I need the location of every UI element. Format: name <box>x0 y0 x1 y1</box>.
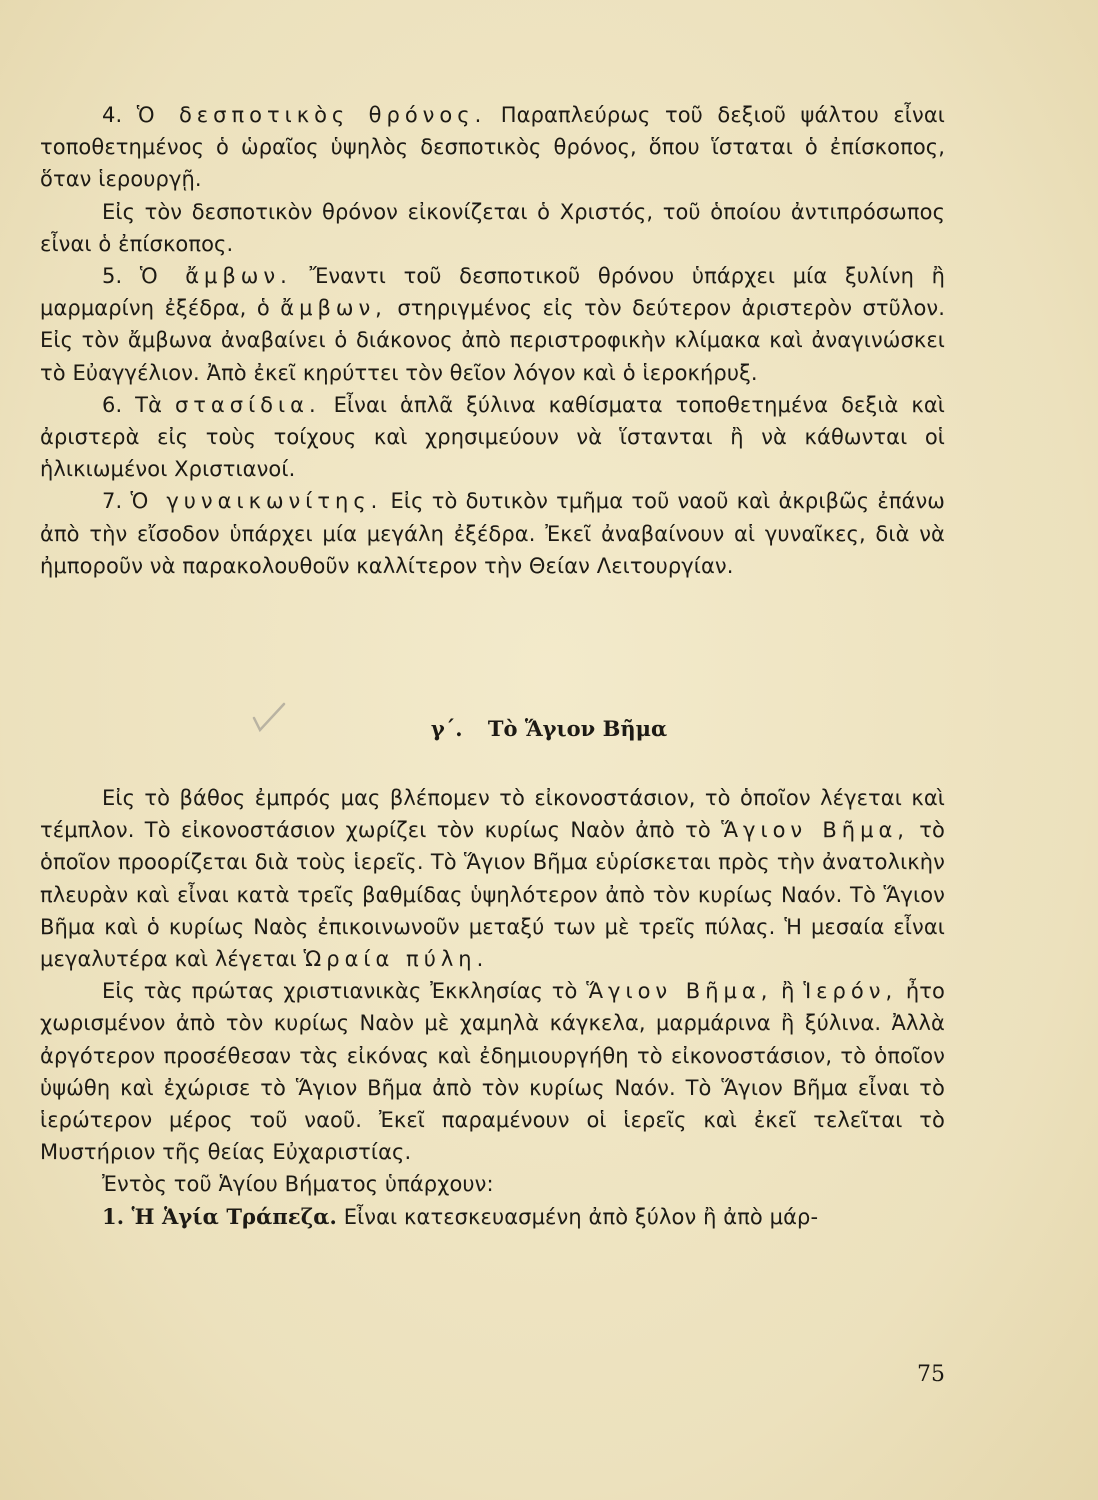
paragraph-throne-icon <box>40 196 945 260</box>
paragraph-text: Εἰς τὸ δυτικὸν τμῆμα τοῦ ναοῦ καὶ ἀκριβῶς ἐπάνω ἀπὸ τὴν εἴσοδον ὑπάρχει μία μεγάλη ἐξέδρα. Ἐκεῖ ἀναβαίνουν αἱ γυναῖκες, διὰ νὰ ἠμποροῦν νὰ παρακολουθοῦν καλλίτερον τὴν Θείαν Λειτουργίαν. <box>40 489 945 578</box>
paragraph-text: Εἰς τὸν δεσποτικὸν θρόνον εἰκονίζεται ὁ Χριστός, τοῦ ὁποίου ἀντιπρόσωπος εἶναι ὁ ἐπίσκοπος. <box>40 199 945 256</box>
term-bishops-throne: Ὁ δεσποτικὸς θρόνος. <box>136 103 487 127</box>
paragraph-text: Ἐντὸς τοῦ Ἁγίου Βήματος ὑπάρχουν: <box>102 1172 494 1197</box>
paragraph-text: ἦτο χωρισμένον ἀπὸ τὸν κυρίως Ναὸν μὲ χαμηλὰ κάγκελα, μαρμάρινα ἢ ξύλινα. Ἀλλὰ ἀργότερον προσέθεσαν τὰς εἰκόνας καὶ ἐδημιουργήθη τὸ εἰκονοστάσιον, τὸ ὁποῖον ὑψώθη καὶ ἐχώρισε τὸ Ἅγιον Βῆμα ἀπὸ τὸν κυρίως Ναόν. Τὸ Ἅγιον Βῆμα εἶναι τὸ ἱερώτερον μέρος τοῦ ναοῦ. Ἐκεῖ παραμένουν οἱ ἱερεῖς καὶ ἐκεῖ τελεῖται τὸ Μυστήριον τῆς θείας Εὐχαριστίας. <box>40 979 945 1165</box>
paragraph-text: τὸ ὁποῖον προορίζεται διὰ τοὺς ἱερεῖς. Τὸ Ἅγιον Βῆμα εὑρίσκεται πρὸς τὴν ἀνατολικὴν πλευρὰν καὶ εἶναι κατὰ τρεῖς βαθμίδας ὑψηλότερον ἀπὸ τὸν κυρίως Ναόν. Τὸ Ἅγιον Βῆμα καὶ ὁ κυρίως Ναὸς ἐπικοινωνοῦν μεταξύ των μὲ τρεῖς πύλας. Ἡ μεσαία εἶναι μεγαλυτέρα καὶ λέγεται <box>40 818 945 972</box>
item-number: 5. <box>102 264 123 289</box>
section-holy-bema <box>40 782 945 1233</box>
paragraph-gynaikonitis <box>40 485 945 582</box>
paragraph-text: Εἰς τὰς πρώτας χριστιανικὰς Ἐκκλησίας τὸ <box>102 979 578 1004</box>
heading-title: Τὸ Ἅγιον Βῆμα <box>487 716 668 741</box>
term-stasidia: στασίδια. <box>174 392 321 417</box>
term-hieron: Ἱερόν, <box>803 979 898 1004</box>
item-number: 4. <box>102 103 123 127</box>
paragraph-bishops-throne <box>40 99 945 196</box>
term-holy-bema: Ἅγιον Βῆμα, <box>586 979 773 1004</box>
heading-prefix: γ΄. <box>430 716 463 741</box>
paragraph-text: Εἰς τὸ βάθος ἐμπρός μας βλέπομεν τὸ εἰκονοστάσιον, τὸ ὁποῖον λέγεται καὶ τέμπλον. Τὸ εἰκονοστάσιον χωρίζει τὸν κυρίως Ναὸν ἀπὸ τὸ <box>40 786 945 843</box>
paragraph-ambo <box>40 260 945 389</box>
term-holy-table: 1. Ἡ Ἁγία Τράπεζα. <box>102 1203 337 1229</box>
page-number: 75 <box>917 1362 945 1387</box>
item-number: 6. <box>102 392 123 417</box>
term-gynaikonitis: Ὁ γυναικωνίτης. <box>130 489 383 514</box>
item-number: 7. <box>102 489 123 514</box>
paragraph-contents-intro <box>40 1168 945 1200</box>
term-ambo-inline: ἄμβων, <box>280 296 387 321</box>
paragraph-text: ἢ <box>781 979 795 1004</box>
section-church-furnishings <box>40 99 945 582</box>
paragraph-stasidia <box>40 389 945 486</box>
term-beautiful-gate: Ὡραία πύλη. <box>303 947 489 972</box>
section-heading <box>0 716 1098 741</box>
paragraph-iconostasis <box>40 782 945 975</box>
paragraph-text: Εἶναι ἁπλᾶ ξύλινα καθίσματα τοποθετημένα δεξιὰ καὶ ἀριστερὰ εἰς τοὺς τοίχους καὶ χρησιμεύουν νὰ ἵστανται ἢ νὰ κάθωνται οἱ ἡλικιωμένοι Χριστιανοί. <box>40 392 946 482</box>
paragraph-early-churches <box>40 975 945 1168</box>
paragraph-text: στηριγμένος εἰς τὸν δεύτερον ἀριστερὸν στῦλον. Εἰς τὸν ἄμβωνα ἀναβαίνει ὁ διάκονος ἀπὸ περιστροφικὴν κλίμακα καὶ ἀναγινώσκει τὸ Εὐαγγέλιον. Ἀπὸ ἐκεῖ κηρύττει τὸν θεῖον λόγον καὶ ὁ ἱεροκήρυξ. <box>40 296 946 385</box>
term-prefix: Τὰ <box>135 392 163 417</box>
paragraph-text: Ἔναντι τοῦ δεσποτικοῦ θρόνου ὑπάρχει μία ξυλίνη ἢ μαρμαρίνη ἐξέδρα, ὁ <box>40 264 945 321</box>
paragraph-text: Εἶναι κατεσκευασμένη ἀπὸ ξύλον ἢ ἀπὸ μάρ- <box>343 1204 819 1229</box>
paragraph-holy-table <box>40 1201 945 1233</box>
term-holy-bema: Ἅγιον Βῆμα, <box>721 818 909 843</box>
paragraph-text: Παραπλεύρως τοῦ δεξιοῦ ψάλτου εἶναι τοποθετημένος ὁ ὡραῖος ὑψηλὸς δεσποτικὸς θρόνος, ὅπου ἵσταται ὁ ἐπίσκοπος, ὅταν ἱερουργῇ. <box>40 103 945 192</box>
term-ambo: Ὁ ἄμβων. <box>139 264 292 289</box>
